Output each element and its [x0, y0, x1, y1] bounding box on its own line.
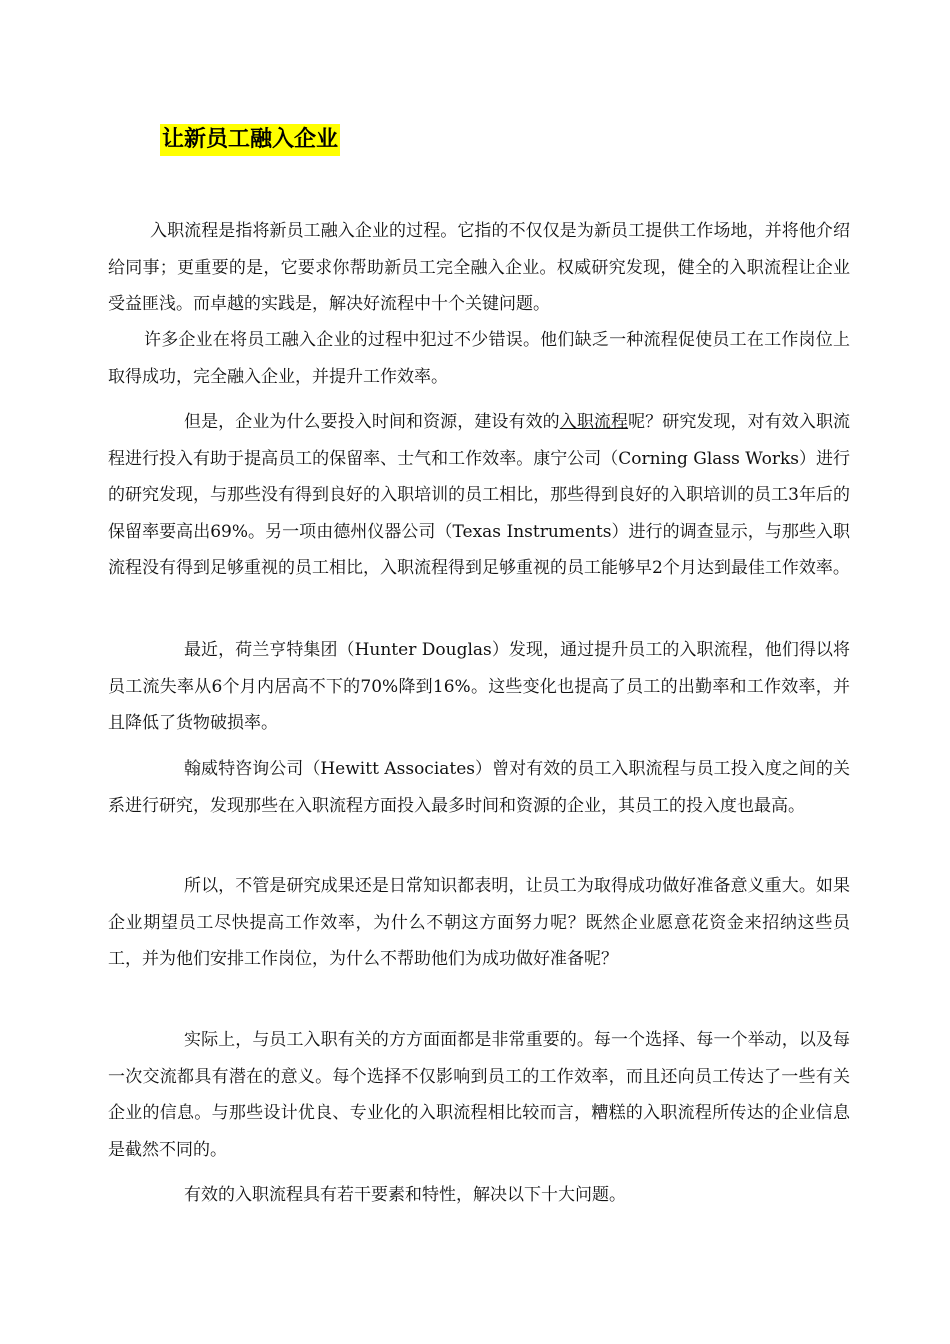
paragraph-every-aspect: 实际上，与员工入职有关的方方面面都是非常重要的。每一个选择、每一个举动，以及每一次交流都具有潜在的意义。每个选择不仅影响到员工的工作效率，而且还向员工传达了一些有关企业的信息。与那些设计优良、专业化的入职流程相比较而言，糟糕的入职流程所传达的企业信息是截然不同的。 — [108, 1030, 850, 1160]
onboarding-process-link[interactable]: 入职流程 — [559, 412, 629, 432]
paragraph-hunter-douglas: 最近，荷兰亨特集团（Hunter Douglas）发现，通过提升员工的入职流程，他们得以将员工流失率从6个月内居高不下的70%降到16%。这些变化也提高了员工的出勤率和工作效率，并且降低了货物破损率。 — [108, 640, 850, 733]
paragraph-research-end: 呢？研究发现，对有效入职流程进行投入有助于提高员工的保留率、士气和工作效率。康宁公司（Corning Glass Works）进行的研究发现，与那些没有得到良好的入职培训的员工相比，那些得到良好的入职培训的员工3年后的保留率要高出69%。另一项由德州仪器公司（Texas Instruments）进行的调查显示，与那些入职流程没有得到足够重视的员工相比，入职流程得到足够重视的员工能够早2个月达到最佳工作效率。 — [108, 412, 851, 578]
paragraph-conclusion: 所以，不管是研究成果还是日常知识都表明，让员工为取得成功做好准备意义重大。如果企业期望员工尽快提高工作效率，为什么不朝这方面努力呢？既然企业愿意花资金来招纳这些员工，并为他们安排工作岗位，为什么不帮助他们为成功做好准备呢？ — [108, 876, 850, 969]
paragraph-mistakes: 许多企业在将员工融入企业的过程中犯过不少错误。他们缺乏一种流程促使员工在工作岗位上取得成功，完全融入企业，并提升工作效率。 — [108, 330, 850, 387]
page-title: 让新员工融入企业 — [160, 124, 340, 156]
paragraph-intro: 入职流程是指将新员工融入企业的过程。它指的不仅仅是为新员工提供工作场地，并将他介绍给同事；更重要的是，它要求你帮助新员工完全融入企业。权威研究发现，健全的入职流程让企业受益匪浅。而卓越的实践是，解决好流程中十个关键问题。 — [108, 221, 850, 314]
paragraph-research — [108, 404, 850, 587]
paragraph-hewitt: 翰威特咨询公司（Hewitt Associates）曾对有效的员工入职流程与员工投入度之间的关系进行研究，发现那些在入职流程方面投入最多时间和资源的企业，其员工的投入度也最高。 — [108, 759, 850, 816]
paragraph-research-start: 但是，企业为什么要投入时间和资源，建设有效的 — [184, 412, 560, 432]
paragraph-ten-questions: 有效的入职流程具有若干要素和特性，解决以下十大问题。 — [184, 1185, 626, 1205]
